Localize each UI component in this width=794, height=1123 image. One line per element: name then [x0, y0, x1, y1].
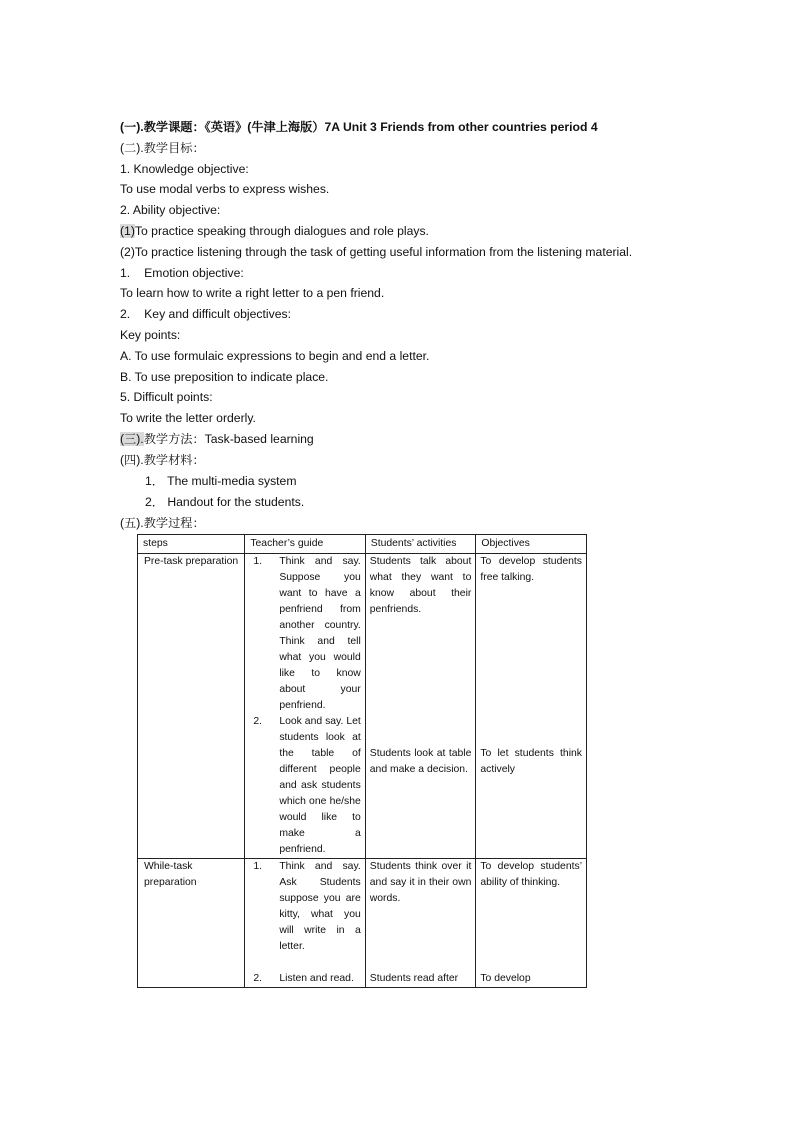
guide-number: 1.	[253, 861, 262, 872]
ability-objective-label: 2. Ability objective:	[120, 203, 221, 217]
guide-number: 2.	[253, 973, 262, 984]
teaching-method	[120, 431, 314, 447]
activity-text: Students talk about what they want to know about their penfriends.	[369, 556, 472, 615]
table-header-row	[138, 535, 587, 554]
guide-cell	[245, 859, 365, 988]
guide-text: Listen and read.	[279, 973, 354, 984]
knowledge-objective-label: 1. Knowledge objective:	[120, 162, 249, 176]
step-cell: Pre-task preparation	[138, 554, 245, 859]
ability-objective-1-number: (1)	[120, 224, 135, 238]
teaching-process-table	[137, 534, 587, 988]
guide-number: 2.	[253, 716, 262, 727]
emotion-objective-text: To learn how to write a right letter to a pen friend.	[120, 286, 385, 300]
guide-text: Think and say. Ask Students suppose you are kitty, what you will write in a letter.	[279, 861, 361, 952]
objectives-cell	[476, 554, 587, 859]
guide-text: Look and say. Let students look at the table of different people and ask students which one he/she would like to make a penfriend.	[279, 716, 361, 855]
guide-text: Think and say. Suppose you want to have a penfriend from another country. Think and tell what you would like to know about your penfriend.	[279, 556, 361, 711]
guide-number: 1.	[253, 556, 262, 567]
difficult-points-label: 5. Difficult points:	[120, 390, 213, 404]
ability-objective-2: (2)To practice listening through the task of getting useful information from the listening material.	[120, 245, 633, 259]
table-row	[138, 554, 587, 859]
guide-item	[249, 554, 360, 714]
header-steps: steps	[138, 535, 245, 554]
emotion-objective-number: 1.	[120, 266, 131, 280]
activities-cell	[365, 859, 476, 988]
objectives-cell	[476, 859, 587, 988]
key-difficult-title: Key and difficult objectives:	[144, 307, 291, 321]
knowledge-objective-text: To use modal verbs to express wishes.	[120, 182, 330, 196]
difficult-points-text: To write the letter orderly.	[120, 411, 256, 425]
key-point-a: A. To use formulaic expressions to begin and end a letter.	[120, 349, 430, 363]
section-objectives-heading: (二).教学目标：	[120, 141, 205, 155]
header-students-activities: Students’ activities	[365, 535, 476, 554]
guide-cell	[245, 554, 365, 859]
guide-item	[249, 714, 360, 858]
objective-text: To develop	[480, 973, 531, 984]
activities-cell	[365, 554, 476, 859]
emotion-objective-title: Emotion objective:	[144, 266, 244, 280]
header-objectives: Objectives	[476, 535, 587, 554]
lesson-title: (一).教学课题：《英语》(牛津上海版）7A Unit 3 Friends from other countries period 4	[120, 120, 598, 134]
material-item-2: 2． Handout for the students.	[145, 495, 305, 509]
key-points-label: Key points:	[120, 328, 181, 342]
ability-objective-1-text: To practice speaking through dialogues and role plays.	[134, 224, 429, 238]
activity-text: Students think over it and say it in their own words.	[369, 861, 472, 904]
key-difficult-label	[120, 306, 291, 322]
key-point-b: B. To use preposition to indicate place.	[120, 370, 329, 384]
guide-item	[249, 859, 360, 971]
guide-item	[249, 971, 360, 987]
section-process-heading: (五).教学过程：	[120, 516, 205, 530]
teaching-method-number: (三).	[120, 432, 144, 446]
objective-text: To develop students free talking.	[480, 556, 582, 583]
section-materials-heading: (四).教学材料：	[120, 453, 205, 467]
objective-text: To let students think actively	[480, 748, 582, 775]
emotion-objective-label	[120, 265, 244, 281]
header-teachers-guide: Teacher’s guide	[245, 535, 365, 554]
material-item-1: 1． The multi-media system	[145, 474, 297, 488]
teaching-method-text: 教学方法：Task-based learning	[143, 432, 314, 446]
activity-text: Students read after	[369, 973, 459, 984]
objective-text: To develop students’ ability of thinking.	[480, 861, 582, 888]
table-row	[138, 859, 587, 988]
key-difficult-number: 2.	[120, 307, 131, 321]
step-cell: While-task preparation	[138, 859, 245, 988]
activity-text: Students look at table and make a decision.	[369, 748, 472, 775]
ability-objective-1	[120, 223, 429, 239]
